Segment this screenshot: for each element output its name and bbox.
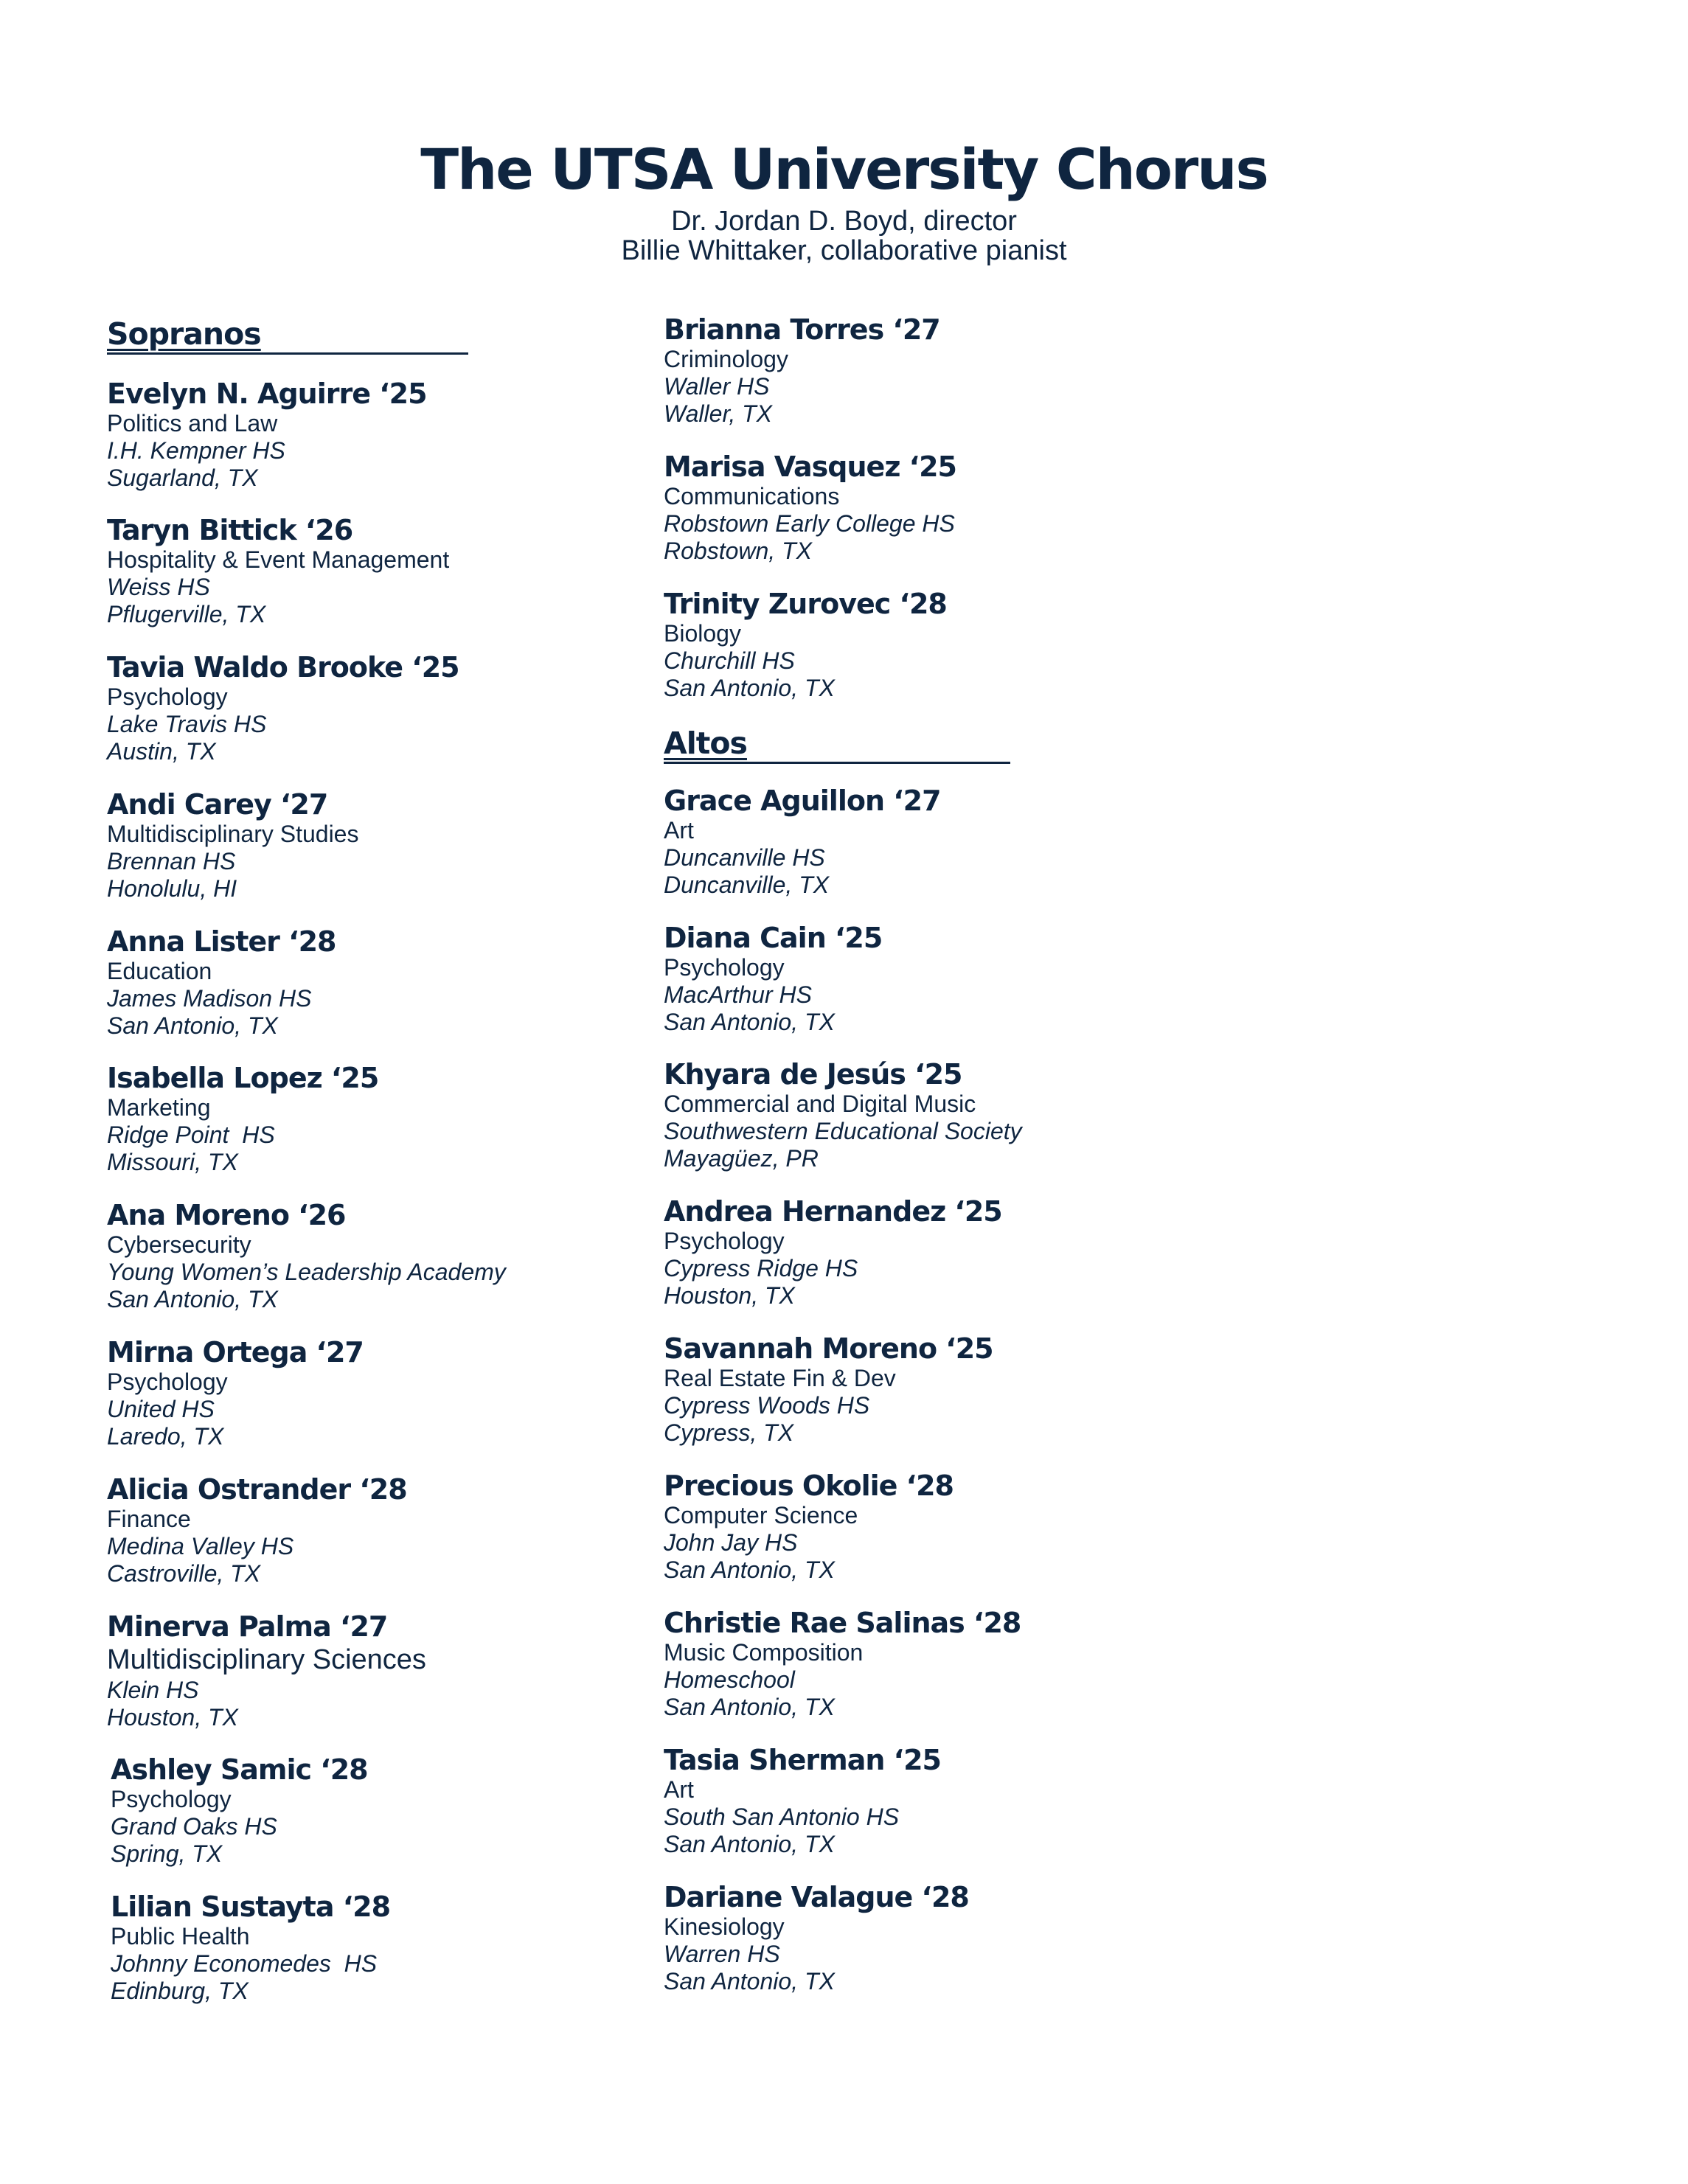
member-entry (111, 1891, 701, 2005)
member-entry (107, 1199, 697, 1313)
member-hometown: Robstown, TX (664, 538, 812, 564)
member-major: Finance (107, 1506, 191, 1532)
member-entry (664, 1195, 1254, 1310)
member-major: Hospitality & Event Management (107, 546, 450, 573)
member-major: Psychology (664, 1228, 785, 1254)
member-entry (107, 514, 697, 628)
member-entry (664, 1744, 1254, 1858)
member-school: Southwestern Educational Society (664, 1118, 1022, 1144)
member-name: Anna Lister ‘28 (107, 925, 336, 958)
program-header (0, 133, 1688, 265)
member-hometown: Waller, TX (664, 400, 772, 427)
member-school: South San Antonio HS (664, 1804, 900, 1830)
member-major: Multidisciplinary Sciences (107, 1644, 426, 1675)
member-entry (107, 788, 697, 903)
member-name: Lilian Sustayta ‘28 (111, 1891, 391, 1923)
member-name: Marisa Vasquez ‘25 (664, 451, 956, 483)
member-entry (664, 1607, 1254, 1721)
member-school: United HS (107, 1396, 215, 1422)
member-entry (664, 1881, 1254, 1995)
member-hometown: Houston, TX (664, 1282, 795, 1309)
altos-heading-label: Altos (664, 726, 747, 761)
member-hometown: San Antonio, TX (664, 1831, 835, 1857)
member-name: Khyara de Jesús ‘25 (664, 1058, 962, 1091)
member-name: Taryn Bittick ‘26 (107, 514, 353, 546)
member-name: Grace Aguillon ‘27 (664, 785, 941, 817)
member-hometown: Austin, TX (107, 738, 216, 765)
member-name: Christie Rae Salinas ‘28 (664, 1607, 1021, 1639)
member-entry (107, 378, 697, 492)
member-entry (111, 1753, 701, 1868)
member-school: Cypress Ridge HS (664, 1255, 858, 1281)
member-hometown: San Antonio, TX (664, 675, 835, 701)
member-hometown: San Antonio, TX (107, 1012, 278, 1039)
member-entry (664, 313, 1254, 428)
member-entry (107, 651, 697, 765)
member-hometown: San Antonio, TX (664, 1009, 835, 1035)
member-name: Evelyn N. Aguirre ‘25 (107, 378, 427, 410)
member-hometown: Honolulu, HI (107, 875, 237, 902)
member-major: Education (107, 958, 212, 984)
member-name: Diana Cain ‘25 (664, 922, 883, 954)
member-school: Lake Travis HS (107, 711, 267, 737)
pianist-line: Billie Whittaker, collaborative pianist (621, 235, 1067, 266)
member-major: Computer Science (664, 1502, 858, 1529)
member-hometown: Pflugerville, TX (107, 601, 266, 627)
member-hometown: Castroville, TX (107, 1560, 261, 1587)
member-entry (664, 588, 1254, 702)
member-name: Savannah Moreno ‘25 (664, 1332, 993, 1365)
member-hometown: San Antonio, TX (107, 1286, 278, 1312)
member-school: Duncanville HS (664, 844, 825, 871)
member-hometown: San Antonio, TX (664, 1968, 835, 1995)
member-school: Ridge Point HS (107, 1121, 275, 1148)
member-name: Minerva Palma ‘27 (107, 1610, 388, 1643)
member-name: Tasia Sherman ‘25 (664, 1744, 941, 1776)
sopranos-heading-label: Sopranos (107, 316, 261, 352)
member-major: Biology (664, 620, 741, 647)
member-school: Weiss HS (107, 574, 210, 600)
member-entry (107, 1473, 697, 1587)
member-entry (664, 451, 1254, 565)
member-school: Waller HS (664, 373, 770, 400)
member-name: Alicia Ostrander ‘28 (107, 1473, 407, 1506)
member-entry (664, 1332, 1254, 1447)
member-major: Criminology (664, 346, 788, 372)
member-major: Commercial and Digital Music (664, 1091, 976, 1117)
member-major: Multidisciplinary Studies (107, 821, 359, 847)
member-major: Psychology (111, 1786, 232, 1812)
member-name: Ashley Samic ‘28 (111, 1753, 368, 1786)
member-school: Churchill HS (664, 647, 795, 674)
member-school: Klein HS (107, 1677, 199, 1703)
member-entry (664, 785, 1254, 899)
member-school: Johnny Economedes HS (111, 1950, 378, 1977)
member-major: Psychology (107, 684, 228, 710)
director-line: Dr. Jordan D. Boyd, director (671, 206, 1017, 237)
member-major: Art (664, 817, 694, 844)
altos-heading (664, 725, 1010, 764)
member-hometown: Laredo, TX (107, 1423, 224, 1450)
member-major: Real Estate Fin & Dev (664, 1365, 896, 1391)
member-entry (664, 922, 1254, 1036)
member-name: Tavia Waldo Brooke ‘25 (107, 651, 459, 684)
member-hometown: Mayagüez, PR (664, 1145, 819, 1172)
member-school: Warren HS (664, 1941, 780, 1967)
member-major: Marketing (107, 1094, 211, 1121)
member-entry (107, 1062, 697, 1176)
member-entry (664, 1470, 1254, 1584)
member-entry (107, 925, 697, 1040)
page-title: The UTSA University Chorus (420, 136, 1268, 202)
member-school: John Jay HS (664, 1529, 798, 1556)
member-name: Ana Moreno ‘26 (107, 1199, 346, 1231)
member-major: Cybersecurity (107, 1231, 251, 1258)
member-entry (107, 1610, 697, 1731)
member-hometown: Cypress, TX (664, 1419, 794, 1446)
member-hometown: Duncanville, TX (664, 872, 830, 898)
member-school: I.H. Kempner HS (107, 437, 285, 464)
member-name: Andi Carey ‘27 (107, 788, 328, 821)
member-major: Psychology (664, 954, 785, 981)
member-entry (107, 1336, 697, 1450)
member-hometown: San Antonio, TX (664, 1557, 835, 1583)
member-name: Isabella Lopez ‘25 (107, 1062, 379, 1094)
member-name: Mirna Ortega ‘27 (107, 1336, 364, 1369)
member-school: Robstown Early College HS (664, 510, 955, 537)
member-name: Precious Okolie ‘28 (664, 1470, 954, 1502)
member-school: Grand Oaks HS (111, 1813, 277, 1840)
member-major: Communications (664, 483, 840, 510)
member-major: Public Health (111, 1923, 250, 1950)
member-school: Cypress Woods HS (664, 1392, 870, 1419)
member-school: Medina Valley HS (107, 1533, 294, 1559)
member-school: Homeschool (664, 1666, 795, 1693)
member-hometown: San Antonio, TX (664, 1694, 835, 1720)
member-major: Music Composition (664, 1639, 864, 1666)
member-name: Brianna Torres ‘27 (664, 313, 940, 346)
member-hometown: Sugarland, TX (107, 465, 258, 491)
member-major: Kinesiology (664, 1913, 785, 1940)
member-hometown: Missouri, TX (107, 1149, 238, 1175)
member-entry (664, 1058, 1254, 1172)
member-name: Andrea Hernandez ‘25 (664, 1195, 1002, 1228)
member-major: Politics and Law (107, 410, 278, 437)
member-major: Art (664, 1776, 694, 1803)
member-school: MacArthur HS (664, 981, 812, 1008)
member-school: Brennan HS (107, 848, 236, 874)
member-hometown: Spring, TX (111, 1840, 223, 1867)
member-major: Psychology (107, 1369, 228, 1395)
member-hometown: Edinburg, TX (111, 1978, 249, 2004)
member-school: Young Women’s Leadership Academy (107, 1259, 506, 1285)
member-name: Trinity Zurovec ‘28 (664, 588, 947, 620)
member-name: Dariane Valague ‘28 (664, 1881, 969, 1913)
sopranos-heading (107, 316, 468, 355)
member-school: James Madison HS (107, 985, 312, 1012)
member-hometown: Houston, TX (107, 1704, 238, 1731)
